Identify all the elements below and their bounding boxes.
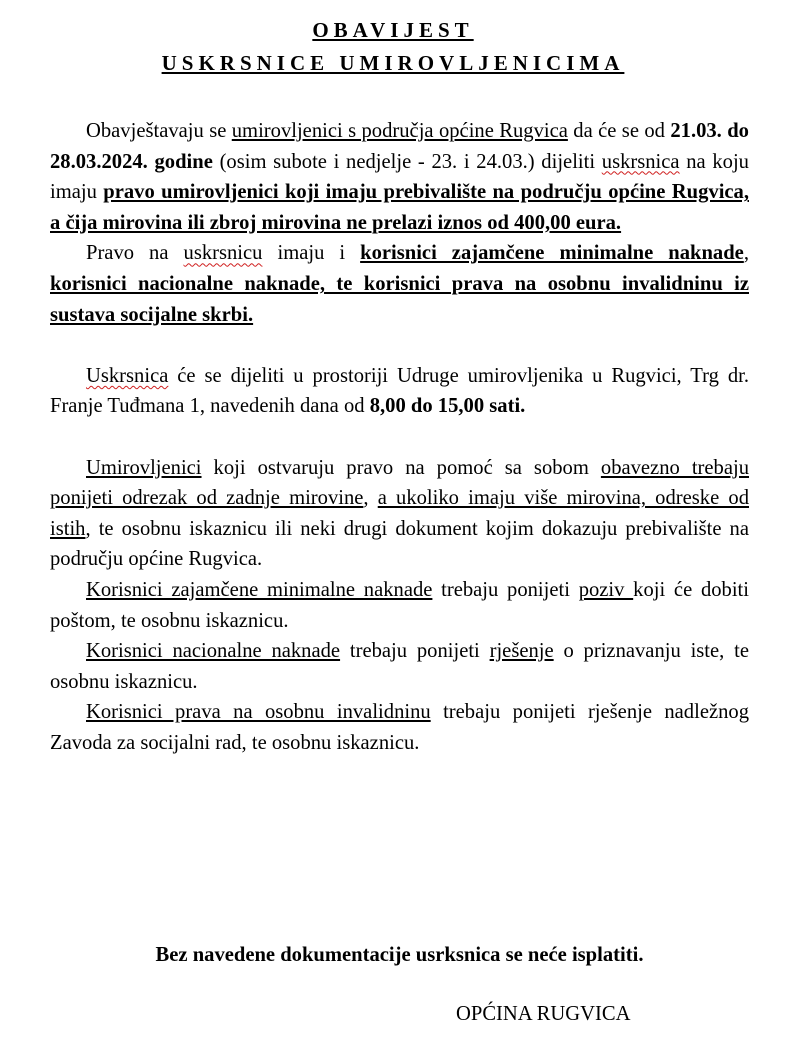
text-span: umirovljenici s područja općine Rugvica bbox=[231, 120, 568, 142]
text-span: će se dijeliti u prostoriji Udruge umirovljenika u Rugvici, Trg dr. Franje Tuđmana 1, navedenih dana od bbox=[50, 364, 749, 418]
text-span: , bbox=[743, 242, 749, 265]
text-span: koji će dobiti poštom, te osobnu iskaznicu. bbox=[50, 578, 750, 632]
text-span: obavezno trebaju ponijeti odrezak od zadnje mirovine bbox=[50, 456, 749, 510]
text-span: a ukoliko imaju više mirovina, odreske od istih bbox=[50, 487, 749, 540]
text-span: o priznavanju iste, te osobnu iskaznicu. bbox=[50, 640, 749, 693]
text-span: trebaju ponijeti rješenje nadležnog Zavoda za socijalni rad, te osobnu iskaznicu. bbox=[50, 701, 749, 754]
paragraph-national-benefit-docs bbox=[50, 636, 749, 697]
text-span: rješenje bbox=[489, 640, 554, 663]
text-span: uskrsnica bbox=[601, 150, 680, 173]
text-span: da će se od bbox=[567, 120, 671, 142]
text-span: koji ostvaruju pravo na pomoć sa sobom bbox=[201, 456, 601, 479]
text-span: Obavještavaju se bbox=[86, 120, 232, 142]
signature: OPĆINA RUGVICA bbox=[456, 1003, 631, 1025]
notice-subtitle: USKRSNICE UMIROVLJENICIMA bbox=[161, 51, 625, 75]
notice-title: OBAVIJEST bbox=[312, 18, 474, 42]
text-span: trebaju ponijeti bbox=[432, 578, 579, 601]
paragraph-announcement bbox=[50, 116, 749, 238]
text-span: na koju imaju bbox=[50, 150, 749, 204]
text-span: trebaju ponijeti bbox=[340, 640, 490, 663]
paragraph-other-eligible bbox=[50, 238, 749, 330]
paragraph-location bbox=[50, 361, 749, 422]
text-span: Pravo na bbox=[86, 242, 184, 265]
text-span: poziv bbox=[578, 578, 634, 601]
text-span: korisnici zajamčene minimalne naknade bbox=[360, 242, 744, 265]
eligibility-condition: pravo umirovljenici koji imaju prebivalište na području općine Rugvica, a čija mirovina ili zbroj mirovina ne prelazi iznos od 400,00 eura. bbox=[50, 181, 749, 234]
text-span: Korisnici prava na osobnu invalidninu bbox=[86, 701, 431, 724]
date-range: 21.03. do 28.03.2024. godine bbox=[50, 120, 749, 173]
text-span: Korisnici zajamčene minimalne naknade bbox=[86, 578, 433, 601]
text-span: imaju i bbox=[262, 242, 361, 265]
paragraph-disability-docs bbox=[50, 697, 749, 758]
paragraph-minimal-benefit-docs bbox=[50, 575, 749, 636]
closing-warning: Bez navedene dokumentacije usrksnica se neće isplatiti. bbox=[155, 944, 644, 966]
paragraph-pensioners-docs bbox=[50, 453, 749, 575]
text-span: (osim subote i nedjelje - 23. i 24.03.) dijeliti bbox=[212, 150, 602, 173]
text-span: Umirovljenici bbox=[86, 456, 202, 479]
text-span: Korisnici nacionalne naknade bbox=[86, 640, 341, 663]
text-span: korisnici nacionalne naknade, te korisnici prava na osobnu invalidninu iz sustava socijalne skrbi. bbox=[50, 272, 749, 326]
text-span: Uskrsnica bbox=[86, 364, 169, 387]
text-span: , bbox=[363, 487, 378, 510]
text-span: , te osobnu iskaznicu ili neki drugi dokument kojim dokazuju prebivalište na području općine Rugvica. bbox=[50, 517, 749, 571]
notice-body bbox=[50, 116, 749, 758]
text-span: uskrsnicu bbox=[183, 242, 263, 265]
opening-hours: 8,00 do 15,00 sati. bbox=[369, 395, 526, 418]
